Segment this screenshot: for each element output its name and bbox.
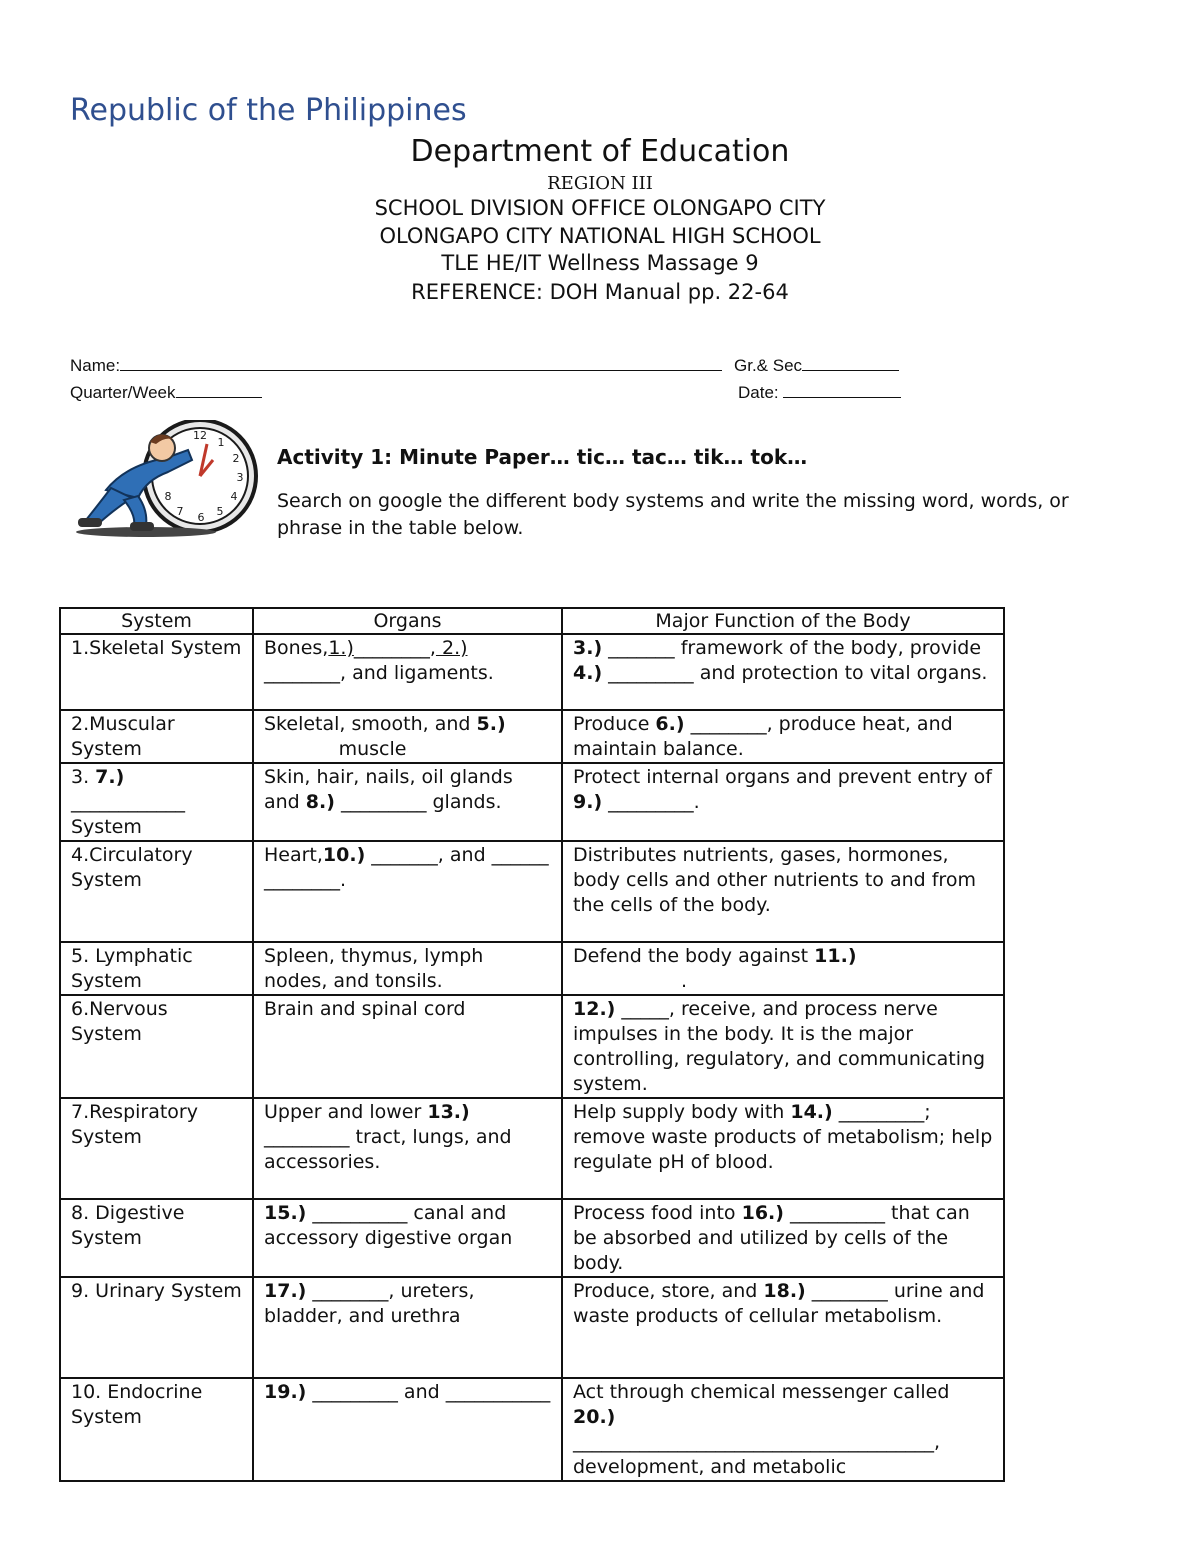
cell-text: Produce [573,713,656,735]
organs-cell[interactable] [253,841,562,942]
cell-text: ________, produce heat, and maintain balance. [573,713,953,760]
blank-number: 20.) [573,1406,616,1428]
cell-text: _______, and ______ ________. [264,844,549,891]
blank-number: 8.) [305,791,335,813]
cell-text: Bones, [264,637,329,659]
blank-number: 16.) [741,1202,784,1224]
blank-number: 13.) [427,1101,470,1123]
function-cell[interactable] [562,1277,1004,1378]
cell-text: Upper and lower [264,1101,428,1123]
table-row [60,942,1004,995]
svg-text:8: 8 [164,490,172,503]
cell-text: Skin, hair, nails, oil glands and [264,766,513,813]
activity-title: Activity 1: Minute Paper… tic… tac… tik… tok… [277,445,808,469]
system-cell[interactable] [60,763,253,841]
department-heading: Department of Education [410,134,790,169]
cell-text: ________, and ligaments. [264,662,494,684]
cell-text: _______ framework of the body, provide [602,637,982,659]
cell-text: System [71,816,142,838]
table-row [60,841,1004,942]
function-cell[interactable] [562,1199,1004,1277]
blank-number: 14.) [790,1101,833,1123]
cell-text: Heart, [264,844,323,866]
svg-text:1: 1 [217,436,225,449]
system-cell: 6.Nervous System [60,995,253,1098]
blank-number: 3.) [573,637,603,659]
blank-number: 9.) [573,791,603,813]
region-heading: REGION III [547,173,653,194]
name-field[interactable] [70,354,722,376]
system-cell: 10. Endocrine System [60,1378,253,1481]
table-row [60,1098,1004,1199]
function-cell[interactable] [562,634,1004,710]
system-cell: 5. Lymphatic System [60,942,253,995]
cell-text: _________ glands. [334,791,502,813]
header-organs: Organs [253,608,562,634]
cell-text: ________, ureters, bladder, and urethra [264,1280,475,1327]
header-system: System [60,608,253,634]
header-function: Major Function of the Body [562,608,1004,634]
table-row [60,634,1004,710]
blank-number: 18.) [763,1280,806,1302]
subject-heading: TLE HE/IT Wellness Massage 9 [441,251,759,275]
cell-text: Protect internal organs and prevent entry of [573,766,992,788]
blank-number: 7.) [95,766,125,788]
function-cell[interactable] [562,995,1004,1098]
blank-number: 15.) [264,1202,307,1224]
svg-text:7: 7 [176,505,184,518]
date-field[interactable] [738,381,901,403]
cell-text: _________ and protection to vital organs. [602,662,988,684]
cell-text: Help supply body with [573,1101,791,1123]
organs-cell: Brain and spinal cord [253,995,562,1098]
svg-text:4: 4 [230,490,238,503]
table-row [60,710,1004,763]
quarter-blank[interactable] [176,381,262,398]
cell-text: 3. [71,766,96,788]
cell-text: Defend the body against [573,945,815,967]
organs-cell[interactable] [253,634,562,710]
answer-blank[interactable]: ________, [353,637,436,659]
blank-number: 4.) [573,662,603,684]
cell-text: Process food into [573,1202,742,1224]
cell-text: ________ urine and waste products of cellular metabolism. [573,1280,985,1327]
function-cell: Distributes nutrients, gases, hormones, body cells and other nutrients to and from the cells of the body. [562,841,1004,942]
cell-text: __________ that can be absorbed and utilized by cells of the body. [573,1202,970,1274]
boy-pushing-clock-hands-icon [76,420,261,538]
organs-cell[interactable] [253,1199,562,1277]
system-cell: 1.Skeletal System [60,634,253,710]
blank-number: 12.) [573,998,616,1020]
table-row [60,1277,1004,1378]
quarter-week-field[interactable] [70,381,262,403]
cell-text: Produce, store, and [573,1280,764,1302]
function-cell[interactable] [562,942,1004,995]
cell-text: Act through chemical messenger called [573,1381,950,1403]
system-cell: 7.Respiratory System [60,1098,253,1199]
system-cell: 9. Urinary System [60,1277,253,1378]
answer-blank[interactable]: ____________ [71,791,185,813]
function-cell[interactable] [562,1378,1004,1481]
cell-text: _________ and ___________ [306,1381,551,1403]
organs-cell[interactable] [253,710,562,763]
date-blank[interactable] [783,381,901,398]
svg-text:2: 2 [232,452,240,465]
activity-instruction: Search on google the different body systems and write the missing word, words, or phrase in the table below. [277,490,1069,539]
svg-text:3: 3 [236,471,244,484]
cell-text: _________ tract, lungs, and accessories. [264,1126,512,1173]
division-heading: SCHOOL DIVISION OFFICE OLONGAPO CITY [374,196,826,220]
table-header-row [60,608,1004,634]
organs-cell[interactable] [253,1098,562,1199]
svg-text:12: 12 [193,429,207,442]
cell-text: Skeletal, smooth, and [264,713,477,735]
table-row [60,995,1004,1098]
organs-cell[interactable] [253,763,562,841]
organs-cell[interactable] [253,1277,562,1378]
blank-number: 19.) [264,1381,307,1403]
school-heading: OLONGAPO CITY NATIONAL HIGH SCHOOL [379,224,821,248]
blank-number: 17.) [264,1280,307,1302]
function-cell[interactable] [562,710,1004,763]
svg-text:5: 5 [216,505,224,518]
blank-number: 2.) [435,637,468,659]
svg-text:6: 6 [197,511,205,524]
organs-cell: Spleen, thymus, lymph nodes, and tonsils. [253,942,562,995]
blank-number: 5.) [476,713,506,735]
quarter-label: Quarter/Week [70,383,176,402]
republic-heading: Republic of the Philippines [70,93,467,128]
organs-cell[interactable] [253,1378,562,1481]
table-row [60,1199,1004,1277]
function-cell[interactable] [562,1098,1004,1199]
body-systems-table [59,607,1005,1482]
cell-text: . [681,970,688,992]
cell-text: _________. [602,791,700,813]
cell-text: _____, receive, and process nerve impulses in the body. It is the major controlling, regulatory, and communicating system. [573,998,986,1095]
blank-number: 11.) [814,945,857,967]
cell-text: muscle [338,738,407,760]
system-cell: 4.Circulatory System [60,841,253,942]
cell-text: development, and metabolic [573,1456,847,1478]
blank-number: 6.) [655,713,685,735]
cell-text: _________; remove waste products of metabolism; help regulate pH of blood. [573,1101,993,1173]
system-cell: 8. Digestive System [60,1199,253,1277]
name-blank[interactable] [120,354,722,371]
table-row [60,763,1004,841]
name-label: Name: [70,356,121,375]
system-cell: 2.Muscular System [60,710,253,763]
function-cell[interactable] [562,763,1004,841]
grsec-blank[interactable] [802,354,899,371]
grsec-label: Gr.& Sec [734,356,803,375]
cell-text: __________ canal and accessory digestive organ [264,1202,513,1249]
answer-blank[interactable]: ______________________________________, [573,1431,941,1453]
blank-number: 10.) [322,844,366,866]
reference-heading: REFERENCE: DOH Manual pp. 22-64 [411,280,789,304]
grade-section-field[interactable] [734,354,899,376]
blank-number: 1.) [328,637,354,659]
date-label: Date: [738,383,779,402]
table-row [60,1378,1004,1481]
